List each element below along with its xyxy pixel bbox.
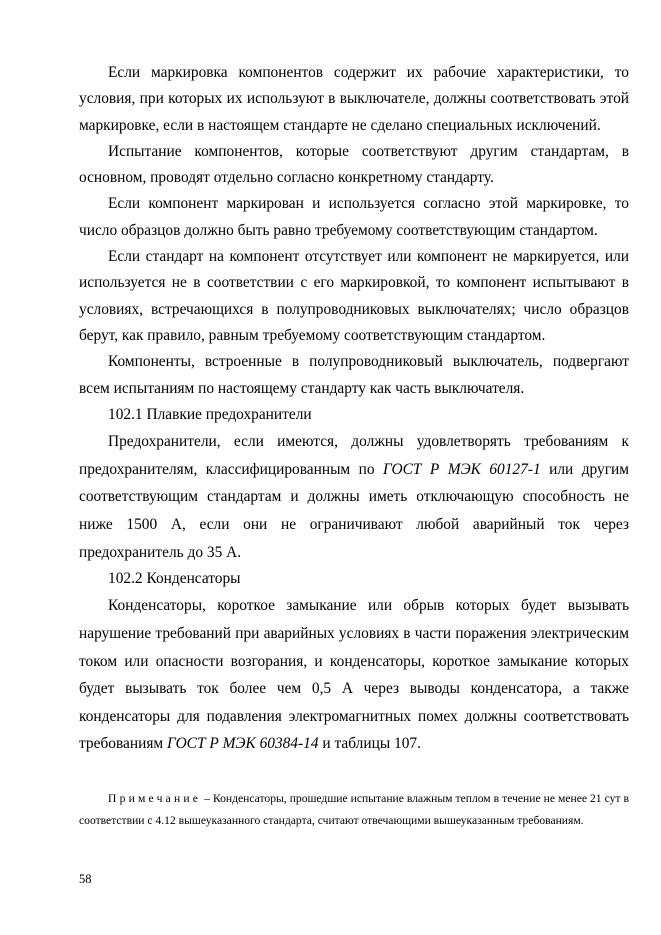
fuses-standard-ref: ГОСТ Р МЭК 60127-1 — [382, 460, 541, 478]
capacitors-text-start: Конденсаторы, короткое замыкание или обрыв которых будет вызывать нарушение требований при аварийных условиях в части поражения электрическим током или опасности возгорания, и конденсаторы, короткое замыкание которых будет вызывать ток более чем 0,5 А через выводы конденсатора, а также конденсаторы для подавления электромагнитных помех должны соответствовать требованиям — [79, 597, 629, 753]
note-label: Примечание — [108, 792, 202, 805]
note-text: – Конденсаторы, прошедшие испытание влажным теплом в течение не менее 21 сут в соответствии с 4.12 вышеуказанного стандарта, считают отвечающими вышеуказанным требованиям. — [79, 792, 629, 827]
section-heading-capacitors: 102.2 Конденсаторы — [108, 570, 241, 588]
fuses-text-end: или другим соответствующим стандартам и должны иметь отключающую способность не ниже 1500 А, если они не ограничивают любой аварийный ток через предохранитель до 35 А. — [79, 460, 629, 561]
section-heading-fuses: 102.1 Плавкие предохранители — [108, 405, 312, 423]
fuses-text-start: Предохранители, если имеются, должны удовлетворять требованиям к предохранителям, классифицированным по — [79, 433, 629, 478]
page-number: 58 — [79, 872, 92, 886]
paragraph-built-in-components: Компоненты, встроенные в полупроводниковый выключатель, подвергают всем испытаниям по настоящему стандарту как часть выключателя. — [79, 353, 629, 397]
paragraph-sample-count: Если компонент маркирован и используется согласно этой маркировке, то число образцов должно быть равно требуемому соответствующим стандартом. — [79, 195, 629, 239]
paragraph-separate-testing: Испытание компонентов, которые соответствуют другим стандартам, в основном, проводят отдельно согласно конкретному стандарту. — [79, 142, 629, 187]
note — [79, 788, 629, 832]
capacitors-standard-ref: ГОСТ Р МЭК 60384-14 — [167, 735, 319, 753]
paragraph-no-standard: Если стандарт на компонент отсутствует или компонент не маркируется, или используется не в соответствии с его маркировкой, то компонент испытывают в условиях, встречающихся в полупроводниковых выключателях; число образцов берут, как правило, равным требуемому соответствующим стандартом. — [79, 248, 629, 344]
paragraph-fuses — [79, 428, 629, 566]
capacitors-text-end: и таблицы 107. — [318, 735, 421, 753]
body-text — [79, 60, 629, 758]
paragraph-marking-conditions: Если маркировка компонентов содержит их рабочие характеристики, то условия, при которых их используют в выключателе, должны соответствовать этой маркировке, если в настоящем стандарте не сделано специальных исключений. — [79, 64, 629, 134]
paragraph-capacitors — [79, 592, 629, 758]
